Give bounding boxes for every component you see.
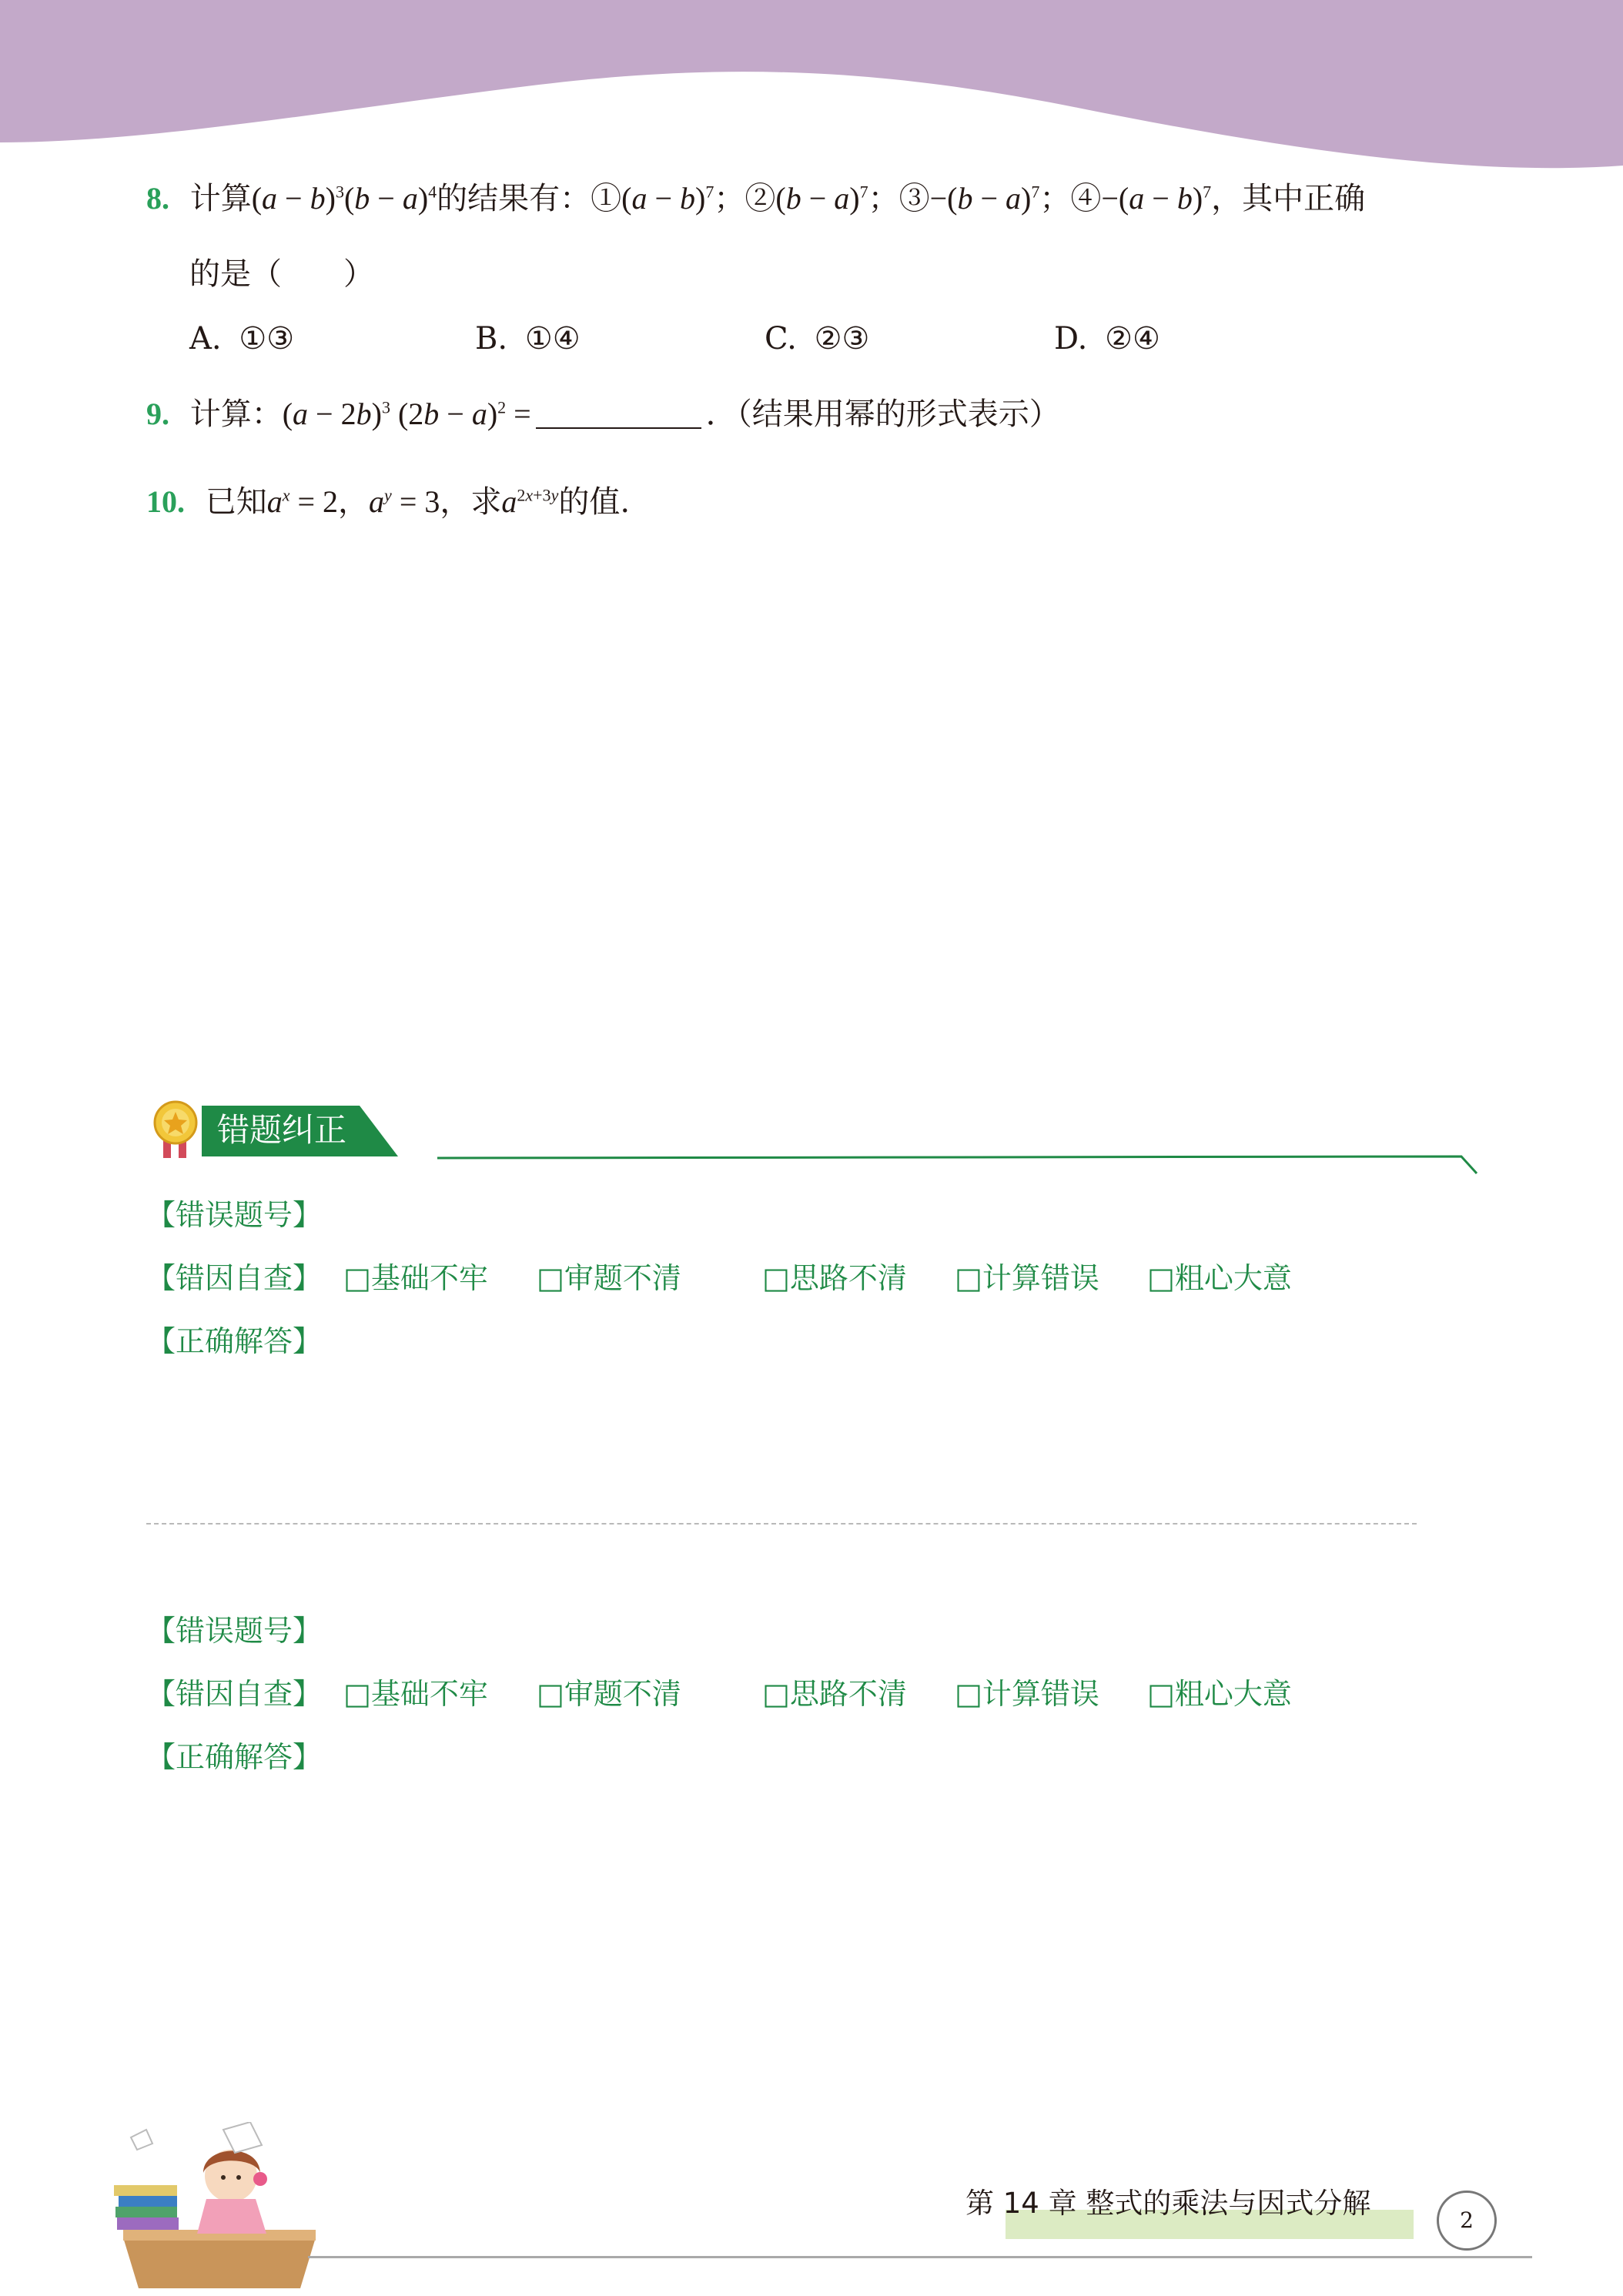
option-d[interactable] (1054, 317, 1160, 360)
question-text: 的结果有：① (437, 181, 622, 216)
option-label: A. (189, 321, 222, 356)
math-expression: $(a - b)^3(b - a)^4$ (251, 181, 437, 216)
question-text: 计算： (189, 397, 283, 432)
math-expression: $(b - a)^7$ (775, 181, 868, 216)
answer-blank[interactable] (536, 397, 701, 429)
question-text: 已知 (205, 484, 267, 520)
medal-icon (152, 1099, 199, 1161)
question-number: 10. (146, 484, 185, 519)
question-text: ；③ (868, 181, 930, 216)
option-b[interactable] (475, 317, 581, 360)
question-text: = 2， (289, 484, 370, 519)
question-text: ，其中正确 (1211, 181, 1366, 216)
math-expression: $-(a - b)^7$ (1101, 181, 1212, 216)
math-expression: $a^{2x+3y}$ (501, 484, 559, 519)
checkbox-calculation[interactable]: □计算错误 (955, 1261, 1099, 1295)
question-text: = 3，求 (391, 484, 502, 519)
question-number: 9. (146, 397, 169, 431)
question-text: 的是（ ） (189, 256, 374, 292)
error-cause-row (146, 1674, 322, 1714)
checkbox-careless[interactable]: □粗心大意 (1147, 1261, 1292, 1295)
checkbox-foundation[interactable]: □基础不牢 (343, 1261, 488, 1295)
option-a[interactable] (189, 317, 294, 360)
header-wave (0, 0, 1623, 177)
option-value: ②③ (814, 321, 870, 356)
section-title: 错题纠正 (217, 1111, 347, 1149)
question-text: 计算 (189, 181, 252, 216)
error-cause-row (146, 1258, 322, 1298)
question-8-line1 (146, 177, 1365, 220)
question-text: ．（结果用幂的形式表示） (705, 397, 1060, 432)
correct-answer-label: 【正确解答】 (146, 1740, 323, 1774)
chapter-title: 第 14 章 整式的乘法与因式分解 (965, 2187, 1371, 2220)
wrong-number-label: 【错误题号】 (146, 1198, 323, 1232)
question-text: 的值. (558, 484, 631, 520)
page-number: 2 (1437, 2191, 1497, 2251)
checkbox-calculation[interactable]: □计算错误 (955, 1677, 1099, 1711)
checkbox-careless[interactable]: □粗心大意 (1147, 1677, 1292, 1711)
footer-line (308, 2256, 1532, 2258)
dashed-separator (146, 1523, 1417, 1525)
math-expression: $(a - b)^7$ (621, 181, 714, 216)
question-8-line2 (189, 253, 374, 296)
question-10 (146, 480, 630, 524)
question-text: ；② (714, 181, 776, 216)
checkbox-approach[interactable]: □思路不清 (762, 1677, 907, 1711)
question-9 (146, 393, 1060, 436)
checkbox-reading[interactable]: □审题不清 (537, 1261, 681, 1295)
checkbox-reading[interactable]: □审题不清 (537, 1677, 681, 1711)
question-number: 8. (146, 181, 169, 216)
option-c[interactable] (765, 317, 869, 360)
error-cause-label: 【错因自查】 (146, 1677, 323, 1711)
option-label: D. (1054, 321, 1088, 356)
option-value: ①③ (239, 321, 295, 356)
option-label: C. (765, 321, 797, 356)
checkbox-foundation[interactable]: □基础不牢 (343, 1677, 488, 1711)
correct-answer-label: 【正确解答】 (146, 1324, 323, 1358)
checkbox-approach[interactable]: □思路不清 (762, 1261, 907, 1295)
option-label: B. (475, 321, 508, 356)
girl-with-books-icon (108, 2122, 316, 2288)
wrong-number-label: 【错误题号】 (146, 1614, 323, 1648)
math-expression: $a^y$ (369, 484, 392, 519)
math-expression: $a^x$ (266, 484, 290, 519)
error-cause-label: 【错因自查】 (146, 1261, 323, 1295)
section-divider (437, 1152, 1478, 1176)
question-text: ；④ (1039, 181, 1102, 216)
math-expression: $-(b - a)^7$ (929, 181, 1040, 216)
option-value: ②④ (1105, 321, 1160, 356)
math-expression: $(a - 2b)^3$ $(2b - a)^2$ = (282, 397, 531, 431)
option-value: ①④ (524, 321, 581, 356)
